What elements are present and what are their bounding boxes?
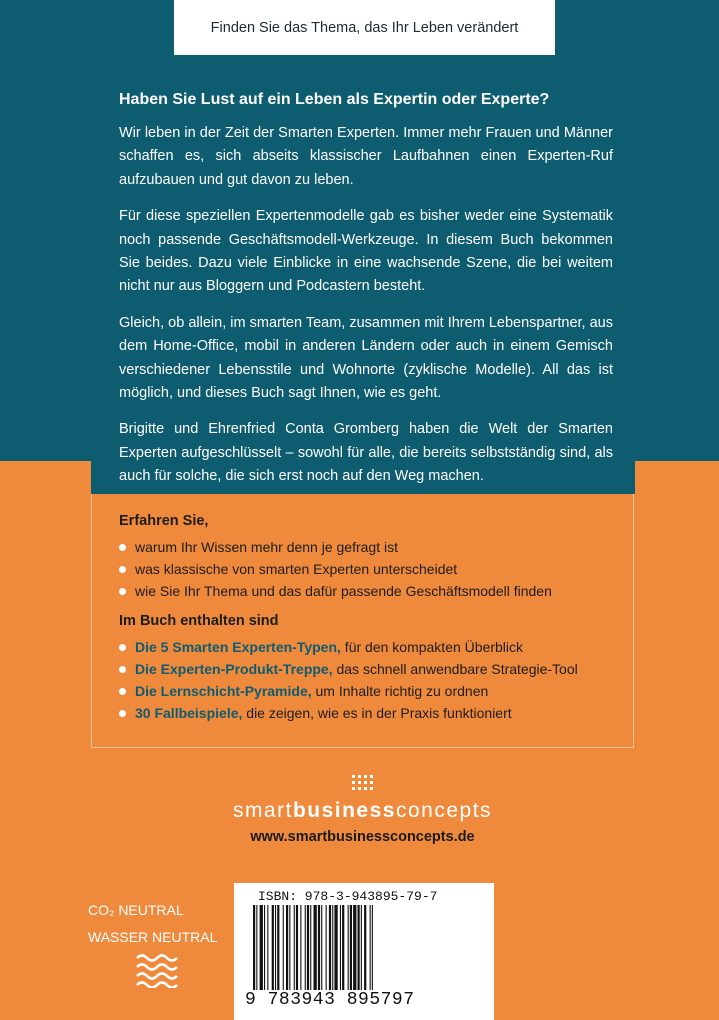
bullet-icon (119, 644, 126, 651)
bullet-icon (119, 710, 126, 717)
intro-paragraph: Wir leben in der Zeit der Smarten Experten. Immer mehr Frauen und Männer schaffen es, sich abseits klassischer Laufbahnen einen Experten-Ruf aufzubauen und gut davon zu leben. (119, 125, 613, 188)
list-item: warum Ihr Wissen mehr denn je gefragt ist (119, 536, 629, 558)
barcode-bar (314, 905, 317, 997)
intro-paragraph: Für diese speziellen Expertenmodelle gab es bisher weder eine Systematik noch passende Geschäftsmodell-Werkzeuge. In diesem Buch bekommen Sie beides. Dazu viele Einblicke in eine wachsende Szene, die bei weitem nicht nur aus Bloggern und Podcastern besteht. (119, 208, 613, 295)
barcode-bar (283, 905, 284, 997)
barcode (253, 905, 473, 997)
contents-list (119, 636, 629, 724)
isbn-label: ISBN: 978-3-943895-79-7 (258, 889, 438, 904)
barcode-bar (264, 905, 265, 997)
barcode-bar (353, 905, 356, 997)
barcode-bar (348, 905, 349, 997)
barcode-bar (277, 905, 279, 997)
barcode-bar (307, 905, 309, 997)
barcode-bar (340, 905, 341, 997)
learn-list (119, 536, 629, 602)
barcode-bar (289, 905, 290, 997)
isbn-digits: 9 783943 895797 (245, 990, 415, 1010)
bullet-icon (119, 544, 126, 551)
tagline-bar (174, 0, 555, 55)
logo-wordmark: smartbusinessconcepts (232, 799, 493, 822)
logo-dots-icon (348, 775, 378, 790)
barcode-bar (329, 905, 331, 997)
barcode-bar (326, 905, 327, 997)
barcode-bar (253, 905, 255, 997)
barcode-bar (256, 905, 257, 997)
barcode-bar (296, 905, 298, 997)
barcode-bar (364, 905, 366, 997)
list-item: 30 Fallbeispiele, die zeigen, wie es in der Praxis funktioniert (119, 702, 629, 724)
barcode-bar (358, 905, 360, 997)
bullet-icon (119, 588, 126, 595)
barcode-bar (286, 905, 288, 997)
barcode-bar (305, 905, 306, 997)
publisher-url[interactable]: www.smartbusinessconcepts.de (250, 829, 475, 845)
features-content (119, 510, 629, 732)
barcode-bar (260, 905, 263, 997)
intro-text (119, 89, 613, 502)
list-item: was klassische von smarten Experten unterscheidet (119, 558, 629, 580)
barcode-bar (300, 905, 301, 997)
bullet-icon (119, 666, 126, 673)
list-item: Die 5 Smarten Experten-Typen, für den kompakten Überblick (119, 636, 629, 658)
barcode-bar (334, 905, 337, 997)
barcode-bar (272, 905, 274, 997)
barcode-bar (361, 905, 362, 997)
learn-heading: Erfahren Sie, (119, 513, 209, 529)
barcode-bar (321, 905, 322, 997)
bullet-icon (119, 566, 126, 573)
barcode-bar (372, 905, 373, 997)
intro-paragraph: Gleich, ob allein, im smarten Team, zusammen mit Ihrem Lebenspartner, aus dem Home-Office, mobil in anderen Ländern oder auch in einem Gemisch verschiedener Lebensstile und Wohnorte (zyklische Modelle). All das ist möglich, und dieses Buch sagt Ihnen, wie es geht. (119, 314, 613, 402)
barcode-bar (310, 905, 311, 997)
list-item: Die Lernschicht-Pyramide, um Inhalte richtig zu ordnen (119, 680, 629, 702)
intro-heading: Haben Sie Lust auf ein Leben als Expertin oder Experte? (119, 91, 550, 108)
list-item: wie Sie Ihr Thema und das dafür passende Geschäftsmodell finden (119, 580, 629, 602)
barcode-bar (294, 905, 295, 997)
publisher-logo (180, 775, 545, 824)
barcode-bar (350, 905, 352, 997)
eco-labels (88, 897, 217, 951)
water-waves-icon (135, 952, 181, 988)
list-item: Die Experten-Produkt-Treppe, das schnell anwendbare Strategie-Tool (119, 658, 629, 680)
barcode-bar (275, 905, 276, 997)
intro-paragraph: Brigitte und Ehrenfried Conta Gromberg haben die Welt der Smarten Experten aufgeschlüsselt – sowohl für alle, die bereits selbstständig sind, als auch für solche, die sich erst noch auf den Weg machen. (119, 421, 613, 485)
contents-heading: Im Buch enthalten sind (119, 613, 279, 629)
bullet-icon (119, 688, 126, 695)
water-neutral-label: WASSER NEUTRAL (88, 929, 218, 945)
co2-neutral-label: CO₂ NEUTRAL (88, 902, 184, 918)
barcode-bar (332, 905, 333, 997)
barcode-bar (267, 905, 268, 997)
barcode-bar (318, 905, 320, 997)
tagline: Finden Sie das Thema, das Ihr Leben verändert (210, 19, 519, 36)
barcode-bar (370, 905, 371, 997)
barcode-bar (342, 905, 344, 997)
